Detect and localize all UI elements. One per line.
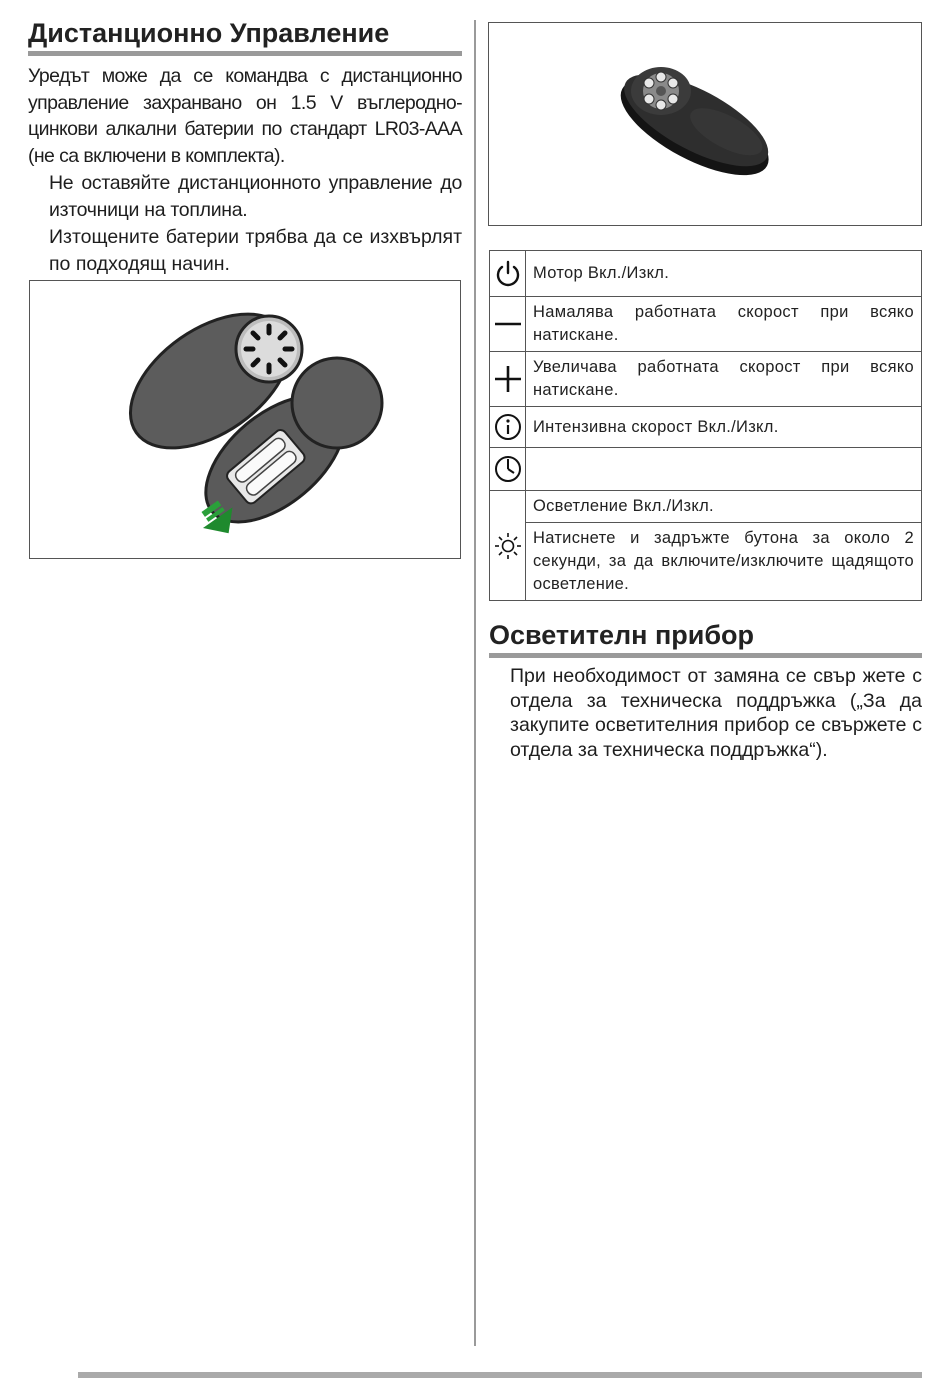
button-functions-table (489, 250, 922, 601)
table-row (490, 491, 922, 523)
remote-photo (489, 23, 921, 225)
table-row (490, 523, 922, 601)
battery-disposal-note: Изтощените батерии трябва да се изхвърлят по подходящ начин. (49, 226, 462, 275)
timer-icon (490, 448, 526, 491)
minus-icon (490, 297, 526, 352)
intro-paragraph: Уредът може да се командва с дистанционно управление захранвано он 1.5 V въглеродно-цинкови алкални батерии по стандарт LR03-AAA (не са включени в комплекта). (28, 65, 462, 167)
light-description: Осветление Вкл./Изкл. (526, 491, 922, 523)
heat-warning: Не оставяйте дистанционното управление до източници на топлина. (49, 172, 462, 221)
power-description: Мотор Вкл./Изкл. (526, 251, 922, 297)
battery-illustration (30, 281, 460, 558)
section-title-remote: Дистанционно Управление (28, 16, 462, 56)
minus-description: Намалява работната скорост при всяко натискане. (526, 297, 922, 352)
timer-description (526, 448, 922, 491)
column-divider (474, 20, 476, 1346)
table-row (490, 297, 922, 352)
footer-rule (78, 1372, 922, 1378)
light-icon (490, 491, 526, 601)
table-row (490, 251, 922, 297)
table-row (490, 407, 922, 448)
section-title-lamp: Осветителн прибор (489, 618, 922, 658)
info-description: Интензивна скорост Вкл./Изкл. (526, 407, 922, 448)
power-icon (490, 251, 526, 297)
battery-replacement-figure (29, 280, 461, 559)
plus-description: Увеличава работната скорост при всяко натискане. (526, 352, 922, 407)
remote-control-figure (488, 22, 922, 226)
lamp-paragraph: При необходимост от замяна се свър жете с отдела за техническа поддръжка („За да закупите осветителния прибор се свържете с отдела за техническа поддръжка“). (510, 665, 922, 761)
table-row (490, 448, 922, 491)
info-icon (490, 407, 526, 448)
table-row (490, 352, 922, 407)
plus-icon (490, 352, 526, 407)
light-hold-description: Натиснете и задръжте бутона за около 2 секунди, за да включите/изключите щадящото осветление. (526, 523, 922, 601)
